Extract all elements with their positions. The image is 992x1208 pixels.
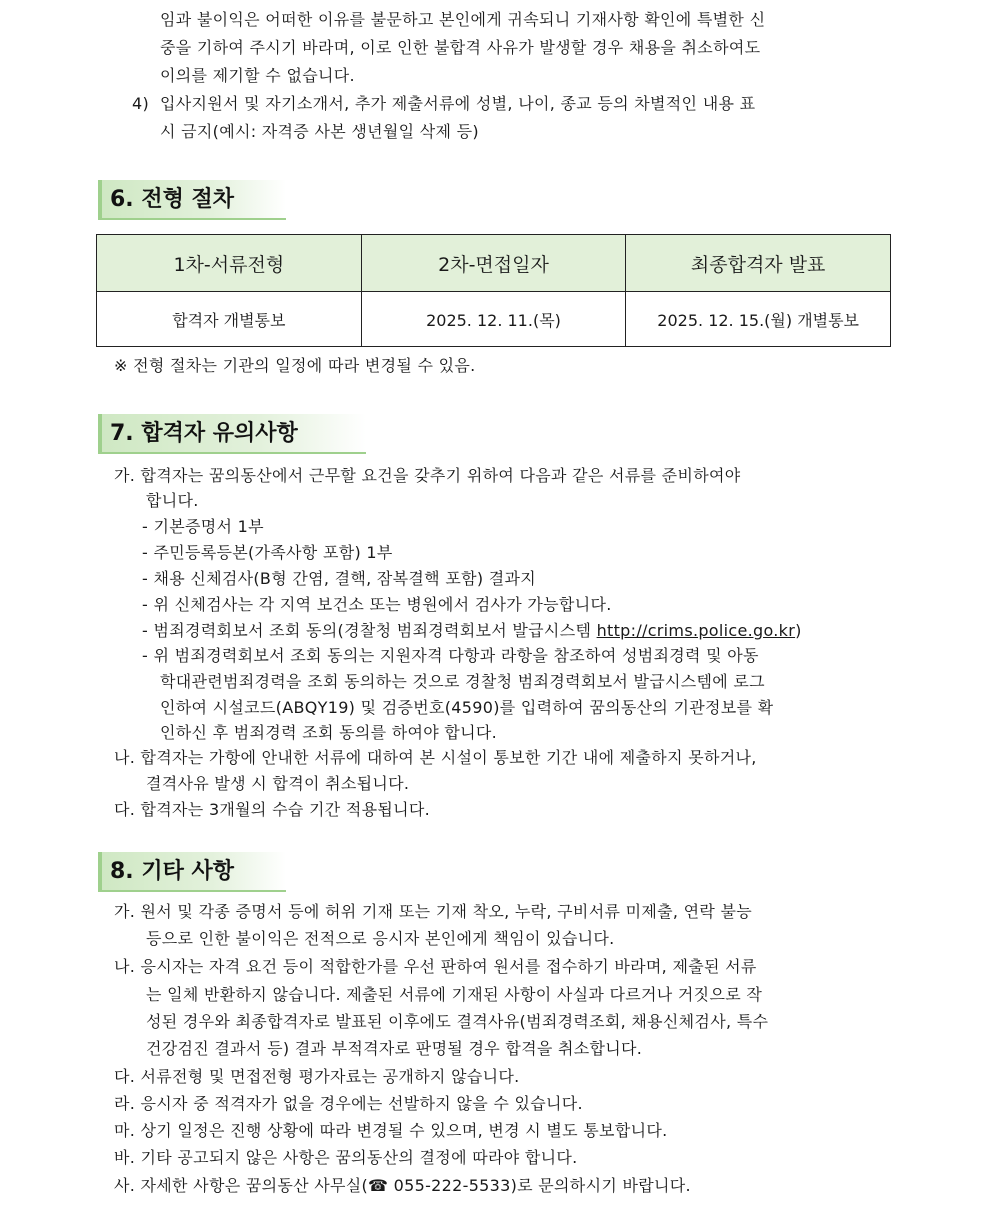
crime-consent-line: 인하신 후 범죄경력 조회 동의를 하여야 합니다. (160, 723, 498, 742)
s8-item: 사. 자세한 사항은 꿈의동산 사무실(☎ 055-222-5533)로 문의하시기 바랍니다. (114, 1176, 691, 1195)
header-screening: 1차-서류전형 (97, 235, 362, 292)
item-number: 4) (132, 94, 150, 113)
header-final: 최종합격자 발표 (626, 235, 891, 292)
doc-item: - 채용 신체검사(B형 간염, 결핵, 잠복결핵 포함) 결과지 (142, 569, 537, 588)
intro-line: 이의를 제기할 수 없습니다. (160, 66, 355, 85)
s8-item: 바. 기타 공고되지 않은 사항은 꿈의동산의 결정에 따라야 합니다. (114, 1148, 578, 1167)
s7-na-line: 나. 합격자는 가항에 안내한 서류에 대하여 본 시설이 통보한 기간 내에 제출하지 못하거나, (114, 748, 757, 767)
crims-link[interactable]: http://crims.police.go.kr (596, 621, 796, 640)
doc-item: - 기본증명서 1부 (142, 517, 264, 536)
s8-item: 다. 서류전형 및 면접전형 평가자료는 공개하지 않습니다. (114, 1067, 520, 1086)
s7-ga-line: 합니다. (146, 491, 199, 510)
s8-na-line: 건강검진 결과서 등) 결과 부적격자로 판명될 경우 합격을 취소합니다. (146, 1039, 643, 1058)
s8-item: 마. 상기 일정은 진행 상황에 따라 변경될 수 있으며, 변경 시 별도 통보합니다. (114, 1121, 668, 1140)
s7-na-line: 결격사유 발생 시 합격이 취소됩니다. (146, 774, 410, 793)
crime-check-prefix: - 범죄경력회보서 조회 동의(경찰청 범죄경력회보서 발급시스템 (142, 621, 597, 640)
crime-check-item (142, 621, 802, 641)
s8-na-line: 는 일체 반환하지 않습니다. 제출된 서류에 기재된 사항이 사실과 다르거나 거짓으로 작 (146, 985, 763, 1004)
intro-line: 임과 불이익은 어떠한 이유를 불문하고 본인에게 귀속되니 기재사항 확인에 특별한 신 (160, 10, 766, 29)
s8-ga-line: 가. 원서 및 각종 증명서 등에 허위 기재 또는 기재 착오, 누락, 구비서류 미제출, 연락 불능 (114, 902, 753, 921)
s8-na-line: 성된 경우와 최종합격자로 발표된 이후에도 결격사유(범죄경력조회, 채용신체검사, 특수 (146, 1012, 769, 1031)
doc-item: - 주민등록등본(가족사항 포함) 1부 (142, 543, 393, 562)
crime-check-suffix: ) (795, 621, 802, 640)
crime-consent-line: 학대관련범죄경력을 조회 동의하는 것으로 경찰청 범죄경력회보서 발급시스템에 로그 (160, 672, 765, 691)
intro-item4-line: 시 금지(예시: 자격증 사본 생년월일 삭제 등) (160, 122, 479, 141)
cell-screening: 합격자 개별통보 (97, 292, 362, 347)
table-header-row (97, 235, 891, 292)
s7-da-line: 다. 합격자는 3개월의 수습 기간 적용됩니다. (114, 800, 431, 819)
s8-na-line: 나. 응시자는 자격 요건 등이 적합한가를 우선 판하여 원서를 접수하기 바라며, 제출된 서류 (114, 957, 757, 976)
section-7-title: 7. 합격자 유의사항 (98, 414, 366, 454)
header-interview: 2차-면접일자 (361, 235, 626, 292)
cell-interview: 2025. 12. 11.(목) (361, 292, 626, 347)
s7-ga-line: 가. 합격자는 꿈의동산에서 근무할 요건을 갖추기 위하여 다음과 같은 서류를 준비하여야 (114, 466, 741, 485)
section-8-title: 8. 기타 사항 (98, 852, 286, 892)
crime-consent-line: 인하여 시설코드(ABQY19) 및 검증번호(4590)를 입력하여 꿈의동산의 기관정보를 확 (160, 698, 774, 717)
section-6-title: 6. 전형 절차 (98, 180, 286, 220)
process-table (96, 234, 891, 347)
s8-item: 라. 응시자 중 적격자가 없을 경우에는 선발하지 않을 수 있습니다. (114, 1094, 583, 1113)
intro-item4-line: 입사지원서 및 자기소개서, 추가 제출서류에 성별, 나이, 종교 등의 차별적인 내용 표 (160, 94, 756, 113)
s8-ga-line: 등으로 인한 불이익은 전적으로 응시자 본인에게 책임이 있습니다. (146, 929, 615, 948)
crime-consent-line: - 위 범죄경력회보서 조회 동의는 지원자격 다항과 라항을 참조하여 성범죄경력 및 아동 (142, 646, 759, 665)
cell-final: 2025. 12. 15.(월) 개별통보 (626, 292, 891, 347)
process-note: ※ 전형 절차는 기관의 일정에 따라 변경될 수 있음. (114, 356, 476, 375)
table-row (97, 292, 891, 347)
doc-item: - 위 신체검사는 각 지역 보건소 또는 병원에서 검사가 가능합니다. (142, 595, 612, 614)
intro-line: 중을 기하여 주시기 바라며, 이로 인한 불합격 사유가 발생할 경우 채용을 취소하여도 (160, 38, 761, 57)
